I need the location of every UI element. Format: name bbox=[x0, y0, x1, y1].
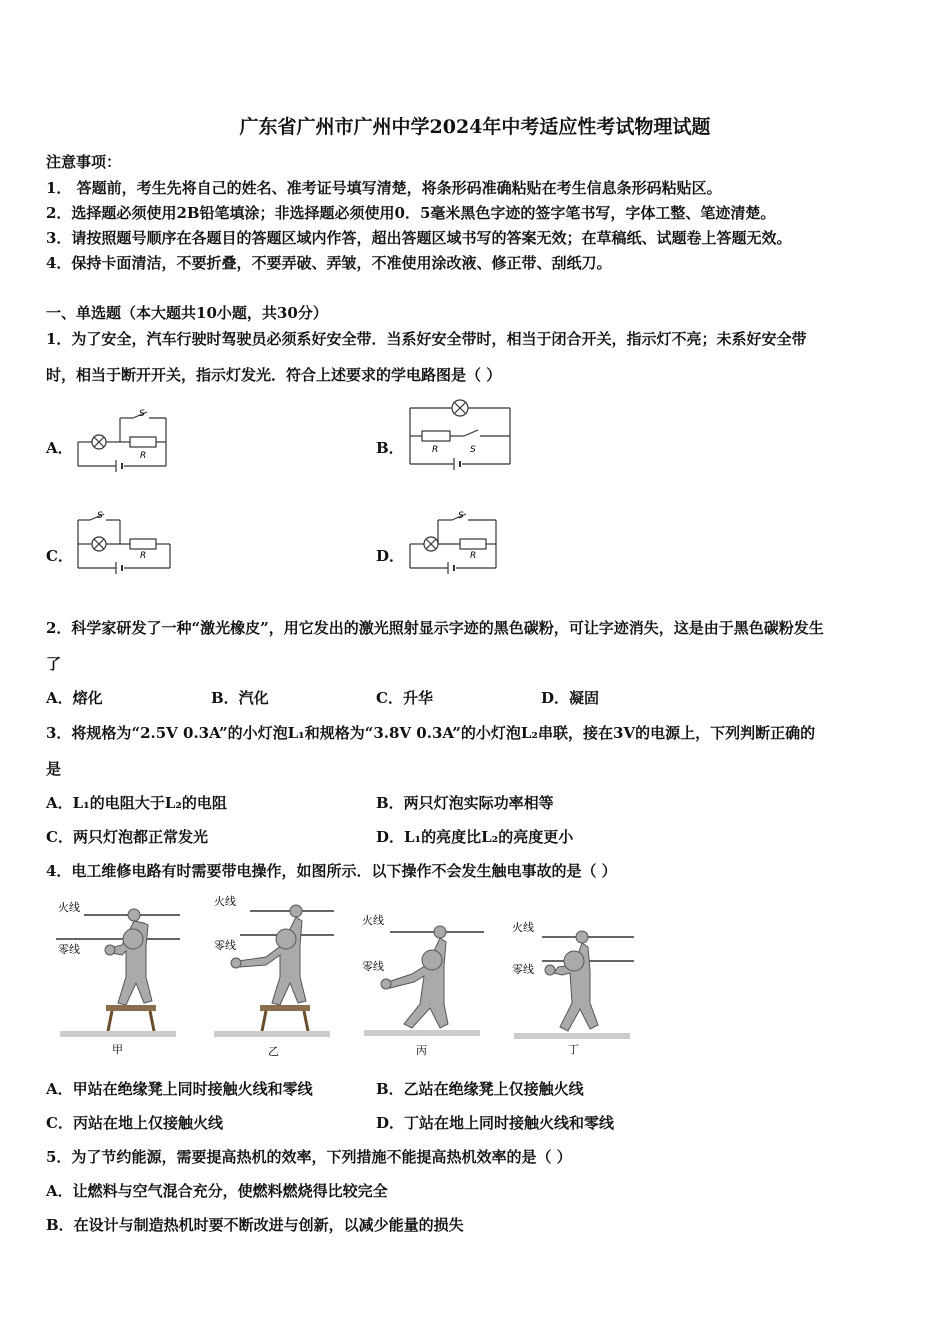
note-item: 2．选择题必须使用2B铅笔填涂；非选择题必须使用0．5毫米黑色字迹的签字笔书写，字体工整、笔迹清楚。 bbox=[46, 204, 776, 222]
resistor-label: R bbox=[432, 445, 439, 455]
fire-line-label: 火线 bbox=[512, 921, 534, 934]
note-item: 3．请按照题号顺序在各题目的答题区域内作答，超出答题区域书写的答案无效；在草稿纸、试题卷上答题无效。 bbox=[46, 229, 792, 247]
question-2-text: 2．科学家研发了一种“激光橡皮”，用它发出的激光照射显示字迹的黑色碳粉，可让字迹消失，这是由于黑色碳粉发生 bbox=[46, 619, 824, 637]
notes-heading: 注意事项： bbox=[46, 153, 122, 171]
zero-line-label: 零线 bbox=[214, 939, 236, 952]
switch-label: S bbox=[470, 445, 476, 455]
fire-line-label: 火线 bbox=[214, 895, 236, 908]
zero-line-label: 零线 bbox=[58, 943, 80, 956]
q3-option-b[interactable]: B．两只灯泡实际功率相等 bbox=[376, 794, 554, 812]
section-heading: 一、单选题（本大题共10小题，共30分） bbox=[46, 304, 328, 322]
question-5-text: 5．为了节约能源，需要提高热机的效率，下列措施不能提高热机效率的是（ ） bbox=[46, 1148, 572, 1166]
q5-option-a[interactable]: A．让燃料与空气混合充分，使燃料燃烧得比较完全 bbox=[46, 1182, 388, 1200]
resistor-label: R bbox=[140, 551, 147, 561]
figure-jia bbox=[56, 895, 180, 1060]
note-item: 4．保持卡面清洁，不要折叠，不要弄破、弄皱，不准使用涂改液、修正带、刮纸刀。 bbox=[46, 254, 612, 272]
fire-line-label: 火线 bbox=[58, 901, 80, 914]
q2-option-b[interactable]: B．汽化 bbox=[211, 689, 269, 707]
q3-option-d[interactable]: D．L₁的亮度比L₂的亮度更小 bbox=[376, 828, 574, 846]
q4-option-a[interactable]: A．甲站在绝缘凳上同时接触火线和零线 bbox=[46, 1080, 313, 1098]
zero-line-label: 零线 bbox=[512, 963, 534, 976]
q4-option-b[interactable]: B．乙站在绝缘凳上仅接触火线 bbox=[376, 1080, 584, 1098]
circuit-c-diagram bbox=[70, 510, 180, 578]
figure-yi bbox=[210, 893, 334, 1058]
q3-option-c[interactable]: C．两只灯泡都正常发光 bbox=[46, 828, 208, 846]
figure-label: 甲 bbox=[112, 1043, 123, 1056]
figure-ding bbox=[510, 915, 634, 1060]
page-title: 广东省广州市广州中学2024年中考适应性考试物理试题 bbox=[239, 116, 711, 138]
question-1-text-2: 时，相当于断开开关，指示灯发光．符合上述要求的学电路图是（ ） bbox=[46, 366, 502, 384]
q4-option-c[interactable]: C．丙站在地上仅接触火线 bbox=[46, 1114, 223, 1132]
question-3-text: 3．将规格为“2.5V 0.3A”的小灯泡L₁和规格为“3.8V 0.3A”的小灯泡L₂串联，接在3V的电源上，下列判断正确的 bbox=[46, 724, 816, 742]
figure-bing bbox=[360, 910, 484, 1060]
figure-label: 乙 bbox=[268, 1045, 279, 1058]
question-1-text: 1．为了安全，汽车行驶时驾驶员必须系好安全带．当系好安全带时，相当于闭合开关，指示灯不亮；未系好安全带 bbox=[46, 330, 807, 348]
figure-label: 丙 bbox=[416, 1044, 427, 1057]
question-3-text-2: 是 bbox=[46, 760, 62, 778]
q1-option-c-label: C． bbox=[46, 547, 73, 565]
circuit-b-diagram bbox=[402, 396, 520, 474]
q5-option-b[interactable]: B．在设计与制造热机时要不断改进与创新，以减少能量的损失 bbox=[46, 1216, 464, 1234]
switch-label: S bbox=[458, 511, 464, 521]
resistor-label: R bbox=[470, 551, 477, 561]
q3-option-a[interactable]: A．L₁的电阻大于L₂的电阻 bbox=[46, 794, 227, 812]
switch-label: S bbox=[97, 511, 103, 521]
note-item: 1． 答题前，考生先将自己的姓名、准考证号填写清楚，将条形码准确粘贴在考生信息条形码粘贴区。 bbox=[46, 179, 722, 197]
q1-option-b-label: B． bbox=[376, 439, 404, 457]
q1-option-a-label: A． bbox=[46, 439, 73, 457]
switch-label: S bbox=[139, 409, 145, 419]
figure-label: 丁 bbox=[568, 1043, 579, 1056]
q2-option-d[interactable]: D．凝固 bbox=[541, 689, 600, 707]
q2-option-a[interactable]: A．熔化 bbox=[46, 689, 103, 707]
fire-line-label: 火线 bbox=[362, 914, 384, 927]
zero-line-label: 零线 bbox=[362, 960, 384, 973]
resistor-label: R bbox=[140, 451, 147, 461]
question-2-text-2: 了 bbox=[46, 655, 62, 673]
circuit-a-diagram bbox=[70, 408, 180, 476]
q4-option-d[interactable]: D．丁站在地上同时接触火线和零线 bbox=[376, 1114, 615, 1132]
circuit-d-diagram bbox=[402, 510, 512, 578]
question-4-text: 4．电工维修电路有时需要带电操作，如图所示．以下操作不会发生触电事故的是（ ） bbox=[46, 862, 617, 880]
q2-option-c[interactable]: C．升华 bbox=[376, 689, 433, 707]
q1-option-d-label: D． bbox=[376, 547, 405, 565]
